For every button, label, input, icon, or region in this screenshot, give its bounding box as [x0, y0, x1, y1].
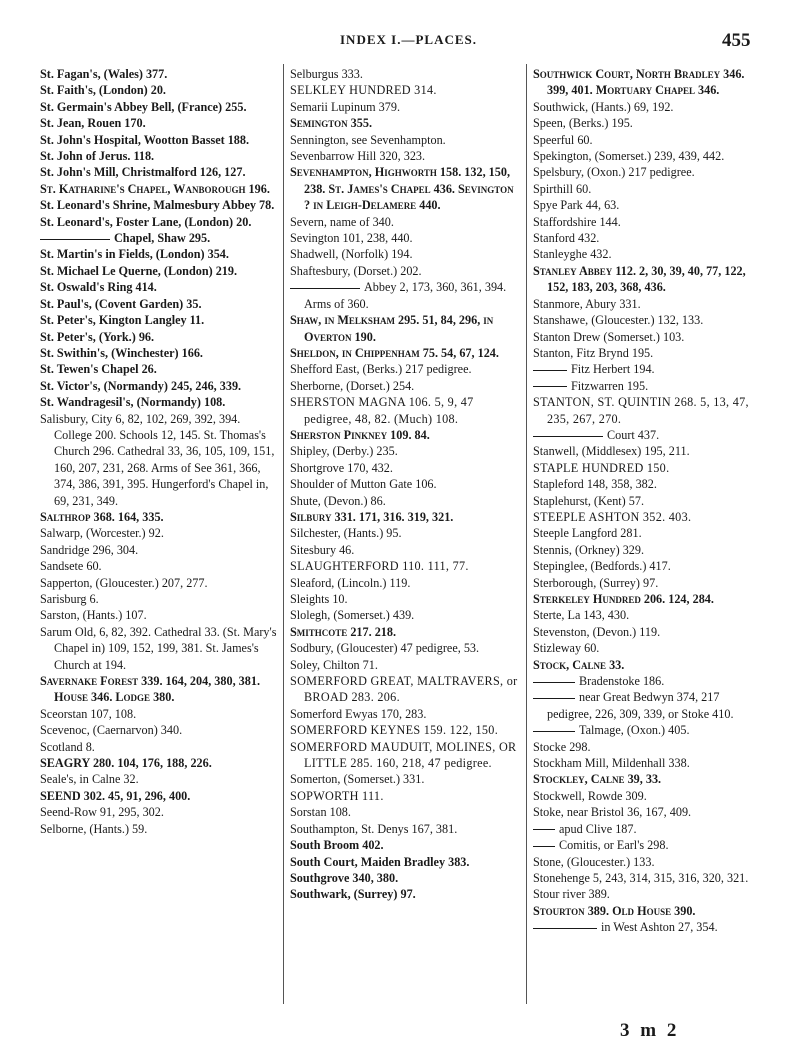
index-entry: [533, 870, 765, 886]
index-entry: [533, 607, 765, 623]
ditto-dash: [533, 731, 575, 732]
index-entry: [40, 246, 280, 262]
index-entry: [290, 722, 520, 738]
index-entry: [533, 542, 765, 558]
index-entry: [533, 345, 765, 361]
index-entry: [290, 591, 520, 607]
index-entry: [533, 443, 765, 459]
index-entry-text: Stockley, Calne 39, 33.: [533, 772, 662, 787]
index-entry-text: St. Katharine's Chapel, Wanborough 196.: [40, 181, 270, 196]
index-entry: [290, 870, 520, 886]
index-entry-text: Sarum Old, 6, 82, 392. Cathedral 33. (St. Mary's Chapel in) 109, 152, 199, 381. St. James's Church at 194.: [40, 624, 277, 672]
index-entry: [290, 788, 520, 804]
printer-signature: 3 m 2: [620, 1020, 680, 1041]
index-entry-text: SOMERFORD GREAT, MALTRAVERS, or BROAD 283. 206.: [290, 674, 518, 705]
index-entry: [533, 476, 765, 492]
index-entry-text: Sitesbury 46.: [290, 542, 355, 557]
index-column-1: [40, 66, 280, 837]
index-entry: [533, 148, 765, 164]
index-entry-text: Steeple Langford 281.: [533, 526, 642, 541]
index-entry: [290, 394, 520, 427]
index-entry: [290, 493, 520, 509]
index-entry: [40, 673, 280, 706]
index-entry-text: St. Wandragesil's, (Normandy) 108.: [40, 395, 226, 410]
index-entry: [40, 804, 280, 820]
index-entry: [290, 837, 520, 853]
index-entry-text: St. John's Hospital, Wootton Basset 188.: [40, 132, 250, 147]
index-entry: [533, 509, 765, 525]
index-entry-text: Stone, (Gloucester.) 133.: [533, 854, 655, 869]
index-entry: [533, 296, 765, 312]
ditto-dash: [533, 682, 575, 683]
index-entry: [290, 115, 520, 131]
index-entry-text: Abbey 2, 173, 360, 361, 394. Arms of 360.: [304, 280, 507, 311]
column-rule: [283, 64, 284, 1004]
index-entry: [290, 657, 520, 673]
index-entry-text: Salisbury, City 6, 82, 102, 269, 392, 394. College 200. Schools 12, 145. St. Thomas's Church 296. Cathedral 33, 36, 105, 109, 151, 160, 207, 231, 268. Arms of See 361, 366, 374, 386, 391, 395. Hungerford's Chapel in, 69, 231, 349.: [40, 411, 275, 508]
index-entry-text: Somerford Ewyas 170, 283.: [290, 706, 427, 721]
index-entry: [533, 919, 765, 935]
index-entry-text: Sorstan 108.: [290, 805, 351, 820]
index-entry: [290, 99, 520, 115]
index-entry-text: Spirthill 60.: [533, 181, 592, 196]
index-entry-text: Silbury 331. 171, 316. 319, 321.: [290, 509, 454, 524]
index-entry: [533, 181, 765, 197]
index-entry-text: Somerton, (Somerset.) 331.: [290, 772, 425, 787]
index-entry: [290, 706, 520, 722]
index-entry: [533, 854, 765, 870]
index-entry-text: Stapleford 148, 358, 382.: [533, 477, 657, 492]
index-entry-text: STANTON, ST. QUINTIN 268. 5, 13, 47, 235, 267, 270.: [533, 395, 749, 426]
index-entry: [290, 214, 520, 230]
index-entry-text: Southwick, (Hants.) 69, 192.: [533, 99, 674, 114]
index-entry-text: Shefford East, (Berks.) 217 pedigree.: [290, 362, 472, 377]
index-entry: [40, 624, 280, 673]
index-entry: [290, 443, 520, 459]
index-entry-text: Soley, Chilton 71.: [290, 657, 378, 672]
index-entry-text: SOPWORTH 111.: [290, 788, 384, 803]
index-entry-text: St. Martin's in Fields, (London) 354.: [40, 247, 229, 262]
index-entry-text: Slolegh, (Somerset.) 439.: [290, 608, 415, 623]
index-entry: [40, 411, 280, 509]
index-entry-text: Southampton, St. Denys 167, 381.: [290, 821, 458, 836]
index-entry-text: Southgrove 340, 380.: [290, 870, 399, 885]
index-entry-text: Sherborne, (Dorset.) 254.: [290, 378, 415, 393]
index-entry-text: Stanton, Fitz Brynd 195.: [533, 345, 654, 360]
index-entry: [290, 607, 520, 623]
index-entry: [290, 886, 520, 902]
index-entry-text: Salthrop 368. 164, 335.: [40, 509, 164, 524]
index-entry: [533, 755, 765, 771]
index-entry: [40, 164, 280, 180]
running-title: INDEX I.—PLACES.: [340, 32, 477, 47]
index-entry: [290, 460, 520, 476]
index-entry-text: Sevenbarrow Hill 320, 323.: [290, 149, 426, 164]
index-entry-text: Scevenoc, (Caernarvon) 340.: [40, 723, 183, 738]
index-entry: [533, 329, 765, 345]
index-entry: [40, 755, 280, 771]
index-entry: [533, 312, 765, 328]
ditto-dash: [533, 436, 603, 437]
index-entry: [40, 378, 280, 394]
index-entry: [290, 542, 520, 558]
index-entry: [40, 230, 280, 246]
index-entry: [533, 427, 765, 443]
index-entry: [290, 312, 520, 345]
index-entry: [40, 263, 280, 279]
index-entry-text: Sterborough, (Surrey) 97.: [533, 575, 659, 590]
index-entry: [290, 476, 520, 492]
index-entry-text: Sandsete 60.: [40, 559, 102, 574]
index-entry-text: Sodbury, (Gloucester) 47 pedigree, 53.: [290, 641, 480, 656]
ditto-dash: [40, 239, 110, 240]
index-entry: [533, 525, 765, 541]
index-entry: [533, 640, 765, 656]
index-entry-text: Spye Park 44, 63.: [533, 198, 620, 213]
index-entry-text: Salwarp, (Worcester.) 92.: [40, 526, 164, 541]
index-entry-text: Stourton 389. Old House 390.: [533, 903, 696, 918]
index-entry-text: St. Victor's, (Normandy) 245, 246, 339.: [40, 378, 242, 393]
ditto-dash: [290, 288, 360, 289]
index-entry: [290, 66, 520, 82]
index-entry: [290, 854, 520, 870]
index-entry-text: Sleaford, (Lincoln.) 119.: [290, 575, 411, 590]
index-entry-text: Sevenhampton, Highworth 158. 132, 150, 238. St. James's Chapel 436. Sevington ? in Leigh-Delamere 440.: [290, 165, 514, 213]
index-entry: [40, 558, 280, 574]
index-entry-text: Southwark, (Surrey) 97.: [290, 887, 416, 902]
index-entry-text: Sceorstan 107, 108.: [40, 706, 137, 721]
index-entry-text: Stanley Abbey 112. 2, 30, 39, 40, 77, 122, 152, 183, 203, 368, 436.: [533, 263, 746, 295]
ditto-dash: [533, 829, 555, 830]
index-entry-text: St. Michael Le Querne, (London) 219.: [40, 263, 238, 278]
index-entry-text: St. Peter's, (York.) 96.: [40, 329, 155, 344]
index-entry-text: Shortgrove 170, 432.: [290, 460, 393, 475]
index-entry: [533, 739, 765, 755]
index-entry-text: South Court, Maiden Bradley 383.: [290, 854, 470, 869]
index-entry-text: St. Paul's, (Covent Garden) 35.: [40, 296, 202, 311]
index-entry-text: Stoke, near Bristol 36, 167, 409.: [533, 805, 692, 820]
index-entry-text: Stepinglee, (Bedfords.) 417.: [533, 559, 671, 574]
index-entry: [533, 722, 765, 738]
index-entry: [290, 739, 520, 772]
index-entry-text: STEEPLE ASHTON 352. 403.: [533, 509, 692, 524]
index-entry-text: St. Tewen's Chapel 26.: [40, 362, 157, 377]
index-entry: [533, 361, 765, 377]
index-entry: [533, 493, 765, 509]
ditto-dash: [533, 846, 555, 847]
index-entry-text: Shaftesbury, (Dorset.) 202.: [290, 263, 422, 278]
index-entry-text: Sevington 101, 238, 440.: [290, 231, 413, 246]
index-entry-text: Stevenston, (Devon.) 119.: [533, 624, 661, 639]
index-entry-text: Stonehenge 5, 243, 314, 315, 316, 320, 321.: [533, 870, 749, 885]
index-entry-text: St. Oswald's Ring 414.: [40, 280, 157, 295]
index-entry-text: Selburgus 333.: [290, 67, 363, 81]
column-rule: [526, 64, 527, 1004]
index-entry-text: St. Jean, Rouen 170.: [40, 116, 146, 131]
index-entry: [290, 246, 520, 262]
index-entry-text: Shaw, in Melksham 295. 51, 84, 296, in Overton 190.: [290, 313, 494, 344]
index-entry-text: St. Leonard's Shrine, Malmesbury Abbey 78.: [40, 198, 275, 213]
index-entry-text: St. Peter's, Kington Langley 11.: [40, 313, 205, 328]
index-entry: [290, 673, 520, 706]
index-entry: [290, 821, 520, 837]
ditto-dash: [533, 370, 567, 371]
index-entry: [290, 575, 520, 591]
index-entry-text: SEAGRY 280. 104, 176, 188, 226.: [40, 756, 212, 771]
index-entry-text: Sarisburg 6.: [40, 592, 99, 606]
index-entry-text: Talmage, (Oxon.) 405.: [579, 723, 690, 738]
index-entry-text: St. Swithin's, (Winchester) 166.: [40, 345, 203, 360]
index-entry: [290, 148, 520, 164]
index-entry-text: Stanmore, Abury 331.: [533, 296, 641, 311]
index-entry: [40, 329, 280, 345]
index-entry-text: Sleights 10.: [290, 592, 348, 606]
index-entry-text: Bradenstoke 186.: [579, 674, 665, 689]
index-entry-text: St. John of Jerus. 118.: [40, 149, 155, 164]
index-entry: [533, 886, 765, 902]
index-entry-text: SEEND 302. 45, 91, 296, 400.: [40, 788, 191, 803]
index-entry-text: SOMERFORD MAUDUIT, MOLINES, OR LITTLE 285. 160, 218, 47 pedigree.: [290, 739, 517, 771]
index-entry: [40, 771, 280, 787]
index-entry: [533, 394, 765, 427]
index-entry: [40, 66, 280, 82]
index-entry-text: Semington 355.: [290, 116, 372, 131]
index-entry: [533, 197, 765, 213]
index-entry: [533, 132, 765, 148]
index-entry-text: Stizleway 60.: [533, 641, 600, 656]
index-entry: [290, 82, 520, 98]
index-entry-text: Shute, (Devon.) 86.: [290, 493, 386, 508]
index-entry-text: SOMERFORD KEYNES 159. 122, 150.: [290, 723, 499, 738]
index-entry-text: Stockham Mill, Mildenhall 338.: [533, 756, 690, 771]
index-entry: [40, 509, 280, 525]
index-entry-text: Court 437.: [607, 427, 660, 442]
index-entry: [40, 148, 280, 164]
index-entry-text: Staffordshire 144.: [533, 214, 621, 229]
index-entry: [533, 558, 765, 574]
index-entry-text: Sherston Pinkney 109. 84.: [290, 427, 430, 442]
index-entry-text: Sennington, see Sevenhampton.: [290, 132, 446, 147]
index-entry-text: Silchester, (Hants.) 95.: [290, 526, 402, 541]
index-entry: [533, 837, 765, 853]
index-entry-text: in West Ashton 27, 354.: [601, 920, 718, 935]
index-entry-text: Savernake Forest 339. 164, 204, 380, 381. House 346. Lodge 380.: [40, 674, 260, 705]
index-entry: [40, 82, 280, 98]
index-entry-text: Scotland 8.: [40, 739, 95, 754]
index-entry-text: Stour river 389.: [533, 887, 610, 902]
index-entry: [40, 279, 280, 295]
index-entry: [40, 394, 280, 410]
ditto-dash: [533, 386, 567, 387]
ditto-dash: [533, 698, 575, 699]
index-entry-text: St. Leonard's, Foster Lane, (London) 20.: [40, 214, 252, 229]
index-entry-text: Sarston, (Hants.) 107.: [40, 608, 147, 623]
index-entry-text: Sapperton, (Gloucester.) 207, 277.: [40, 575, 208, 590]
index-entry: [533, 263, 765, 296]
index-entry: [533, 378, 765, 394]
index-entry-text: St. Germain's Abbey Bell, (France) 255.: [40, 99, 247, 114]
index-entry-text: Severn, name of 340.: [290, 214, 394, 229]
index-entry: [533, 804, 765, 820]
index-entry: [290, 624, 520, 640]
index-entry: [40, 197, 280, 213]
index-entry: [533, 575, 765, 591]
index-entry-text: Stocke 298.: [533, 739, 591, 754]
index-entry-text: SELKLEY HUNDRED 314.: [290, 83, 437, 98]
index-entry-text: St. John's Mill, Christmalford 126, 127.: [40, 165, 246, 180]
index-column-3: [533, 66, 765, 936]
index-entry: [40, 788, 280, 804]
index-entry-text: SLAUGHTERFORD 110. 111, 77.: [290, 559, 469, 574]
index-entry: [290, 345, 520, 361]
index-entry-text: Stock, Calne 33.: [533, 657, 625, 672]
index-entry-text: Smithcote 217. 218.: [290, 624, 397, 639]
index-entry-text: Comitis, or Earl's 298.: [559, 838, 669, 853]
index-entry-text: Chapel, Shaw 295.: [114, 231, 211, 246]
index-entry: [40, 296, 280, 312]
index-entry: [40, 722, 280, 738]
index-entry-text: Shoulder of Mutton Gate 106.: [290, 477, 437, 492]
index-entry: [533, 673, 765, 689]
index-entry: [40, 706, 280, 722]
index-entry: [290, 378, 520, 394]
index-entry: [290, 230, 520, 246]
index-entry: [40, 214, 280, 230]
index-entry: [533, 821, 765, 837]
index-entry-text: Stennis, (Orkney) 329.: [533, 542, 645, 557]
index-entry-text: Spelsbury, (Oxon.) 217 pedigree.: [533, 165, 695, 180]
index-entry: [533, 788, 765, 804]
index-entry-text: Spekington, (Somerset.) 239, 439, 442.: [533, 149, 725, 164]
index-entry-text: Stanford 432.: [533, 231, 600, 246]
index-entry-text: apud Clive 187.: [559, 821, 637, 836]
index-entry-text: Staplehurst, (Kent) 57.: [533, 493, 645, 508]
index-entry: [290, 525, 520, 541]
index-entry: [40, 542, 280, 558]
index-entry: [40, 591, 280, 607]
index-entry: [40, 821, 280, 837]
index-entry-text: Sterte, La 143, 430.: [533, 608, 630, 623]
index-entry: [40, 99, 280, 115]
index-entry-text: Seale's, in Calne 32.: [40, 772, 139, 787]
index-entry: [533, 246, 765, 262]
index-entry-text: Speen, (Berks.) 195.: [533, 116, 633, 131]
index-entry: [290, 361, 520, 377]
page-number: 455: [722, 30, 751, 51]
index-entry: [290, 164, 520, 213]
ditto-dash: [533, 928, 597, 929]
index-entry: [290, 279, 520, 312]
index-entry: [290, 263, 520, 279]
index-entry: [40, 361, 280, 377]
index-entry: [40, 575, 280, 591]
index-entry: [290, 640, 520, 656]
index-column-2: [290, 66, 520, 903]
index-entry: [533, 771, 765, 787]
index-entry-text: Semarii Lupinum 379.: [290, 99, 401, 114]
index-entry-text: Speerful 60.: [533, 132, 593, 147]
index-entry: [40, 525, 280, 541]
index-entry-text: Stanton Drew (Somerset.) 103.: [533, 329, 685, 344]
index-entry: [533, 591, 765, 607]
index-entry: [40, 345, 280, 361]
index-entry: [533, 66, 765, 99]
index-entry: [290, 804, 520, 820]
index-entry: [533, 214, 765, 230]
index-entry-text: near Great Bedwyn 374, 217 pedigree, 226, 309, 339, or Stoke 410.: [547, 690, 734, 721]
index-entry: [533, 689, 765, 722]
index-entry: [290, 771, 520, 787]
index-entry: [40, 312, 280, 328]
index-entry: [533, 460, 765, 476]
index-entry-text: SHERSTON MAGNA 106. 5, 9, 47 pedigree, 48, 82. (Much) 108.: [290, 395, 474, 426]
index-entry: [40, 132, 280, 148]
index-entry-text: Fitz Herbert 194.: [571, 362, 655, 377]
index-entry-text: Sandridge 296, 304.: [40, 542, 139, 557]
index-entry: [40, 739, 280, 755]
index-entry: [533, 115, 765, 131]
index-entry-text: Shipley, (Derby.) 235.: [290, 444, 398, 459]
index-entry-text: Southwick Court, North Bradley 346. 399, 401. Mortuary Chapel 346.: [533, 67, 745, 98]
index-entry-text: Stanshawe, (Gloucester.) 132, 133.: [533, 313, 704, 328]
index-entry-text: Stanwell, (Middlesex) 195, 211.: [533, 444, 690, 459]
index-entry: [290, 132, 520, 148]
index-entry: [40, 115, 280, 131]
index-entry-text: Stanleyghe 432.: [533, 247, 612, 262]
page-header: [0, 30, 800, 56]
index-entry: [290, 558, 520, 574]
index-entry-text: Seend-Row 91, 295, 302.: [40, 805, 164, 820]
index-entry: [533, 624, 765, 640]
index-entry-text: St. Fagan's, (Wales) 377.: [40, 67, 168, 81]
index-entry: [290, 427, 520, 443]
index-entry: [533, 230, 765, 246]
index-entry: [533, 903, 765, 919]
index-entry-text: Sheldon, in Chippenham 75. 54, 67, 124.: [290, 345, 499, 360]
index-entry: [290, 509, 520, 525]
index-entry: [533, 164, 765, 180]
index-entry-text: Selborne, (Hants.) 59.: [40, 821, 148, 836]
index-entry-text: Stockwell, Rowde 309.: [533, 788, 647, 803]
index-entry: [533, 657, 765, 673]
index-entry: [533, 99, 765, 115]
index-entry-text: Sterkeley Hundred 206. 124, 284.: [533, 592, 714, 606]
index-entry-text: St. Faith's, (London) 20.: [40, 83, 166, 98]
index-entry-text: Fitzwarren 195.: [571, 378, 649, 393]
index-entry-text: Shadwell, (Norfolk) 194.: [290, 247, 413, 262]
index-entry: [40, 181, 280, 197]
index-entry-text: STAPLE HUNDRED 150.: [533, 460, 670, 475]
index-entry: [40, 607, 280, 623]
index-entry-text: South Broom 402.: [290, 838, 384, 853]
